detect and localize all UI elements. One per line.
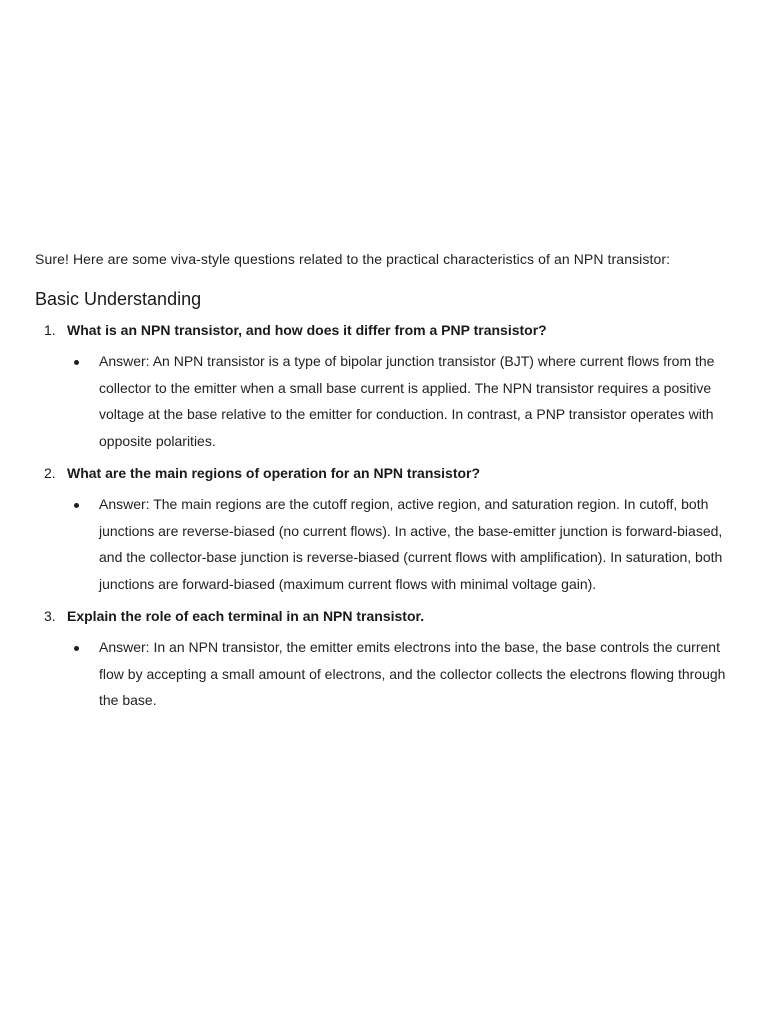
question-list [35,319,743,714]
question-number: 3. [44,608,56,624]
question-row [35,319,743,341]
answer-text: Answer: In an NPN transistor, the emitter emits electrons into the base, the base controls the current flow by accepting a small amount of electrons, and the collector collects the electrons flowing through the base. [99,639,726,708]
section-heading: Basic Understanding [35,289,202,309]
answer-text: Answer: An NPN transistor is a type of bipolar junction transistor (BJT) where current flows from the collector to the emitter when a small base current is applied. The NPN transistor requires a positive voltage at the base relative to the emitter for conduction. In contrast, a PNP transistor operates with opposite polarities. [99,353,715,449]
question-number: 1. [44,322,56,338]
answer-row [35,634,743,714]
intro-text: Sure! Here are some viva-style questions related to the practical characteristics of an NPN transistor: [35,251,671,267]
answer-row [35,491,743,597]
bullet-icon [35,634,99,661]
bullet-icon [35,491,99,518]
question-item [35,462,743,597]
question-text: What is an NPN transistor, and how does it differ from a PNP transistor? [67,322,547,338]
question-text: Explain the role of each terminal in an NPN transistor. [67,608,425,624]
bullet-icon [35,348,99,375]
question-row [35,605,743,627]
question-item [35,605,743,714]
answer-row [35,348,743,454]
question-row [35,462,743,484]
question-number: 2. [44,465,56,481]
question-item [35,319,743,454]
answer-text: Answer: The main regions are the cutoff region, active region, and saturation region. In cutoff, both junctions are reverse-biased (no current flows). In active, the base-emitter junction is forward-biased, and the collector-base junction is reverse-biased (current flows with amplification). In saturation, both junctions are forward-biased (maximum current flows with minimal voltage gain). [99,496,723,592]
document-body [35,249,743,722]
question-text: What are the main regions of operation for an NPN transistor? [67,465,481,481]
